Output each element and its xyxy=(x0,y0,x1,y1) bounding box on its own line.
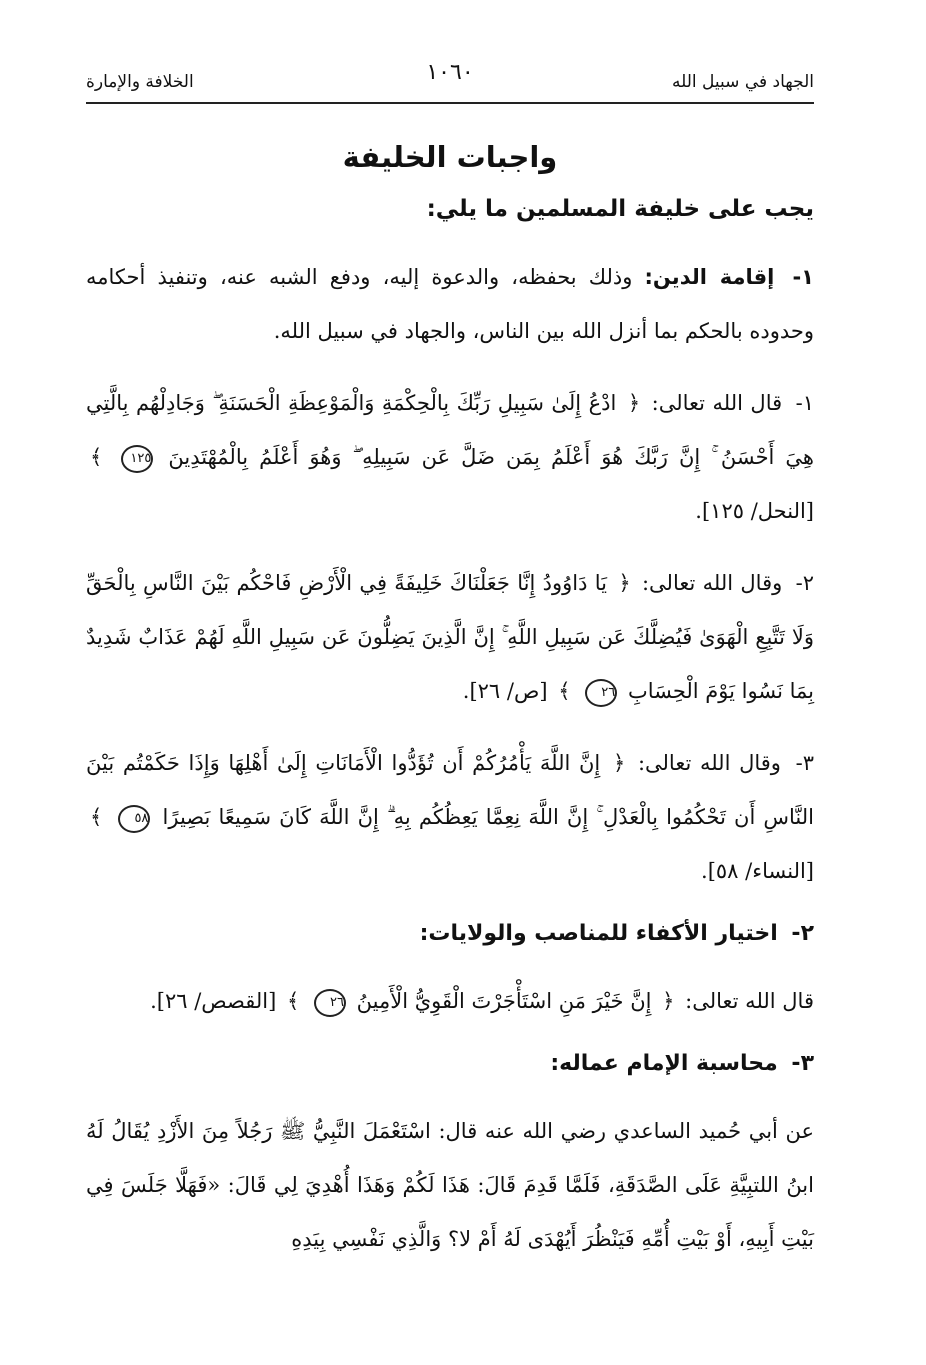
section-2-intro: قال الله تعالى: xyxy=(685,989,814,1013)
evidence-3-number: ٣- xyxy=(795,751,815,775)
evidence-3 xyxy=(86,736,814,898)
evidence-1-intro: قال الله تعالى: xyxy=(651,391,783,415)
section-2-heading-line xyxy=(86,916,814,952)
ornate-open-brace: ﴿ xyxy=(627,391,641,415)
ornate-open-brace: ﴿ xyxy=(618,571,631,595)
intro-line: يجب على خليفة المسلمين ما يلي: xyxy=(426,196,814,222)
ayah-number-marker: ٥٨ xyxy=(118,805,150,833)
evidence-1-reference: [النحل/ ١٢٥]. xyxy=(695,499,814,523)
ornate-close-brace: ﴾ xyxy=(558,679,571,703)
evidence-3-ayah: إِنَّ اللَّهَ يَأْمُرُكُمْ أَن تُؤَدُّوا الْأَمَانَاتِ إِلَىٰ أَهْلِهَا وَإِذَا حَكَمْتُم بَيْنَ النَّاسِ أَن تَحْكُمُوا بِالْعَدْلِ ۚ إِنَّ اللَّهَ نِعِمَّا يَعِظُكُم بِهِ ۗ إِنَّ اللَّهَ كَانَ سَمِيعًا بَصِيرًا xyxy=(86,751,814,829)
evidence-3-reference: [النساء/ ٥٨]. xyxy=(701,859,814,883)
page-body xyxy=(86,140,814,1284)
section-1-paragraph xyxy=(86,250,814,358)
running-title-right: الجهاد في سبيل الله xyxy=(672,72,814,92)
ayah-number-marker: ١٢٥ xyxy=(121,445,153,473)
page-title: واجبات الخليفة xyxy=(342,140,558,174)
section-2-reference: [القصص/ ٢٦]. xyxy=(150,989,277,1013)
ayah-number-marker: ٢٦ xyxy=(585,679,617,707)
evidence-2 xyxy=(86,556,814,718)
evidence-2-intro: وقال الله تعالى: xyxy=(641,571,783,595)
ornate-close-brace: ﴾ xyxy=(90,445,103,469)
evidence-1 xyxy=(86,376,814,538)
ornate-close-brace: ﴾ xyxy=(90,805,103,829)
page-number: ١٠٦٠ xyxy=(426,60,474,85)
section-2-ayah: إِنَّ خَيْرَ مَنِ اسْتَأْجَرْتَ الْقَوِيُّ الْأَمِينُ xyxy=(356,989,652,1013)
ornate-open-brace: ﴿ xyxy=(612,751,626,775)
evidence-2-ayah: يَا دَاوُودُ إِنَّا جَعَلْنَاكَ خَلِيفَةً فِي الْأَرْضِ فَاحْكُم بَيْنَ النَّاسِ بِالْحَقِّ وَلَا تَتَّبِعِ الْهَوَىٰ فَيُضِلَّكَ عَن سَبِيلِ اللَّهِ ۚ إِنَّ الَّذِينَ يَضِلُّونَ عَن سَبِيلِ اللَّهِ لَهُمْ عَذَابٌ شَدِيدٌ بِمَا نَسُوا يَوْمَ الْحِسَابِ xyxy=(86,571,814,703)
evidence-2-number: ٢- xyxy=(795,571,814,595)
evidence-2-reference: [ص/ ٢٦]. xyxy=(462,679,548,703)
section-2-number: ٢- xyxy=(791,921,814,946)
evidence-1-ayah: ادْعُ إِلَىٰ سَبِيلِ رَبِّكَ بِالْحِكْمَةِ وَالْمَوْعِظَةِ الْحَسَنَةِ ۖ وَجَادِلْهُم بِالَّتِي هِيَ أَحْسَنُ ۚ إِنَّ رَبَّكَ هُوَ أَعْلَمُ بِمَن ضَلَّ عَن سَبِيلِهِ ۖ وَهُوَ أَعْلَمُ بِالْمُهْتَدِينَ xyxy=(86,391,814,469)
section-3-heading-line xyxy=(86,1046,814,1082)
section-2-heading: اختيار الأكفاء للمناصب والولايات: xyxy=(419,921,778,946)
ornate-close-brace: ﴾ xyxy=(286,989,300,1013)
running-title-left: الخلافة والإمارة xyxy=(86,72,194,92)
section-1-heading: إقامة الدين: xyxy=(644,265,775,289)
evidence-1-number: ١- xyxy=(795,391,815,415)
section-2-evidence xyxy=(86,974,814,1028)
evidence-3-intro: وقال الله تعالى: xyxy=(637,751,781,775)
section-1-number: ١- xyxy=(792,265,814,289)
section-3-hadith: عن أبي حُميد الساعدي رضي الله عنه قال: اسْتَعْمَلَ النَّبِيُّ ﷺ رَجُلاً مِنَ الأَزْدِ يُقَالُ لَهُ ابنُ اللتبِيَّةِ عَلَى الصَّدَقَةِ، فَلَمَّا قَدِمَ قَالَ: هَذَا لَكُمْ وَهَذَا أُهْدِيَ لِي قَالَ: «فَهَلَّا جَلَسَ فِي بَيْتِ أَبِيهِ، أَوْ بَيْتِ أُمِّهِ فَيَنْظُرَ أَيُهْدَى لَهُ أَمْ لا؟ وَالَّذِي نَفْسِي بِيَدِهِ xyxy=(86,1119,814,1251)
section-3-number: ٣- xyxy=(791,1051,814,1076)
section-3-heading: محاسبة الإمام عماله: xyxy=(550,1051,778,1076)
ayah-number-marker: ٢٦ xyxy=(314,989,346,1017)
running-header xyxy=(86,58,814,104)
ornate-open-brace: ﴿ xyxy=(662,989,675,1013)
section-1-text: وذلك بحفظه، والدعوة إليه، ودفع الشبه عنه، وتنفيذ أحكامه وحدوده بالحكم بما أنزل الله بين الناس، والجهاد في سبيل الله. xyxy=(86,265,814,343)
